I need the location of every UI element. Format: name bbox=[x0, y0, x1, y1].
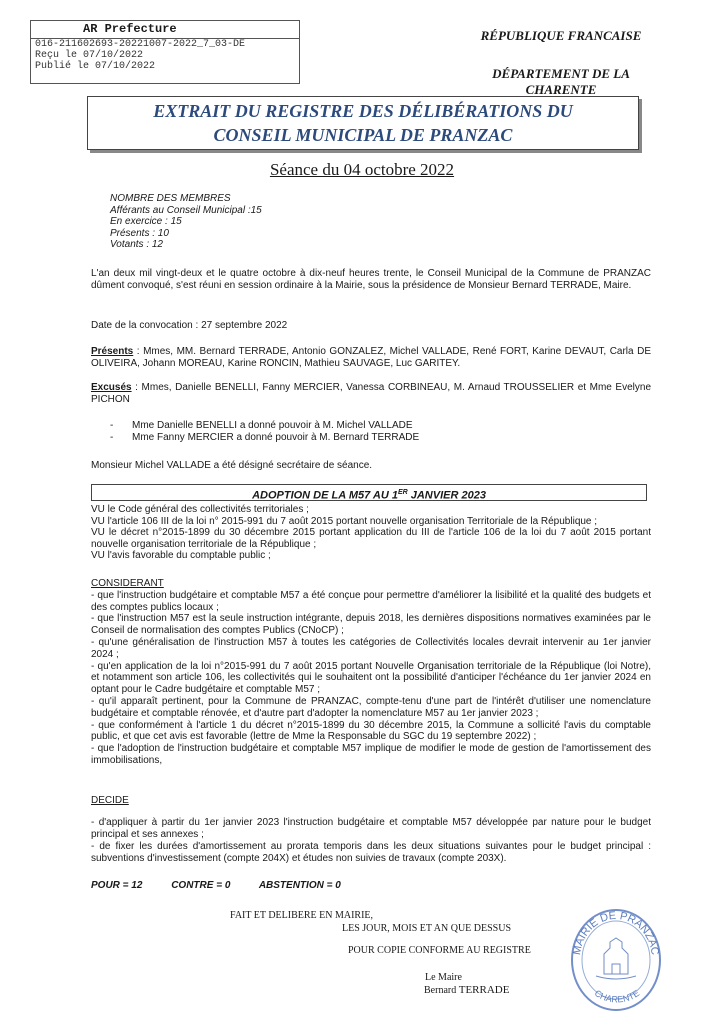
mayor-name bbox=[424, 984, 509, 996]
adoption-title-sup: ER bbox=[397, 489, 408, 496]
vu-list bbox=[91, 504, 651, 562]
mayor-last-name: TERRADE bbox=[458, 984, 510, 996]
considerant-item: - qu'en application de la loi n°2015-991 du 7 août 2015 portant Nouvelle Organisation territoriale de la République (loi Notre), et notamment son article 106, les collectivités qui le souhaitent ont la possibilité d'anticiper l'échéance du 1er janvier 2024 en optant pour le Cadre budgétaire et comptable M57 ; bbox=[91, 660, 651, 696]
vu-item: VU l'avis favorable du comptable public ; bbox=[91, 550, 271, 561]
considerant-item: - que l'adoption de l'instruction budgétaire et comptable M57 implique de modifier le mode de gestion de l'amortissement des immobilisations, bbox=[91, 743, 651, 766]
seal-bottom-text: CHARENTE bbox=[592, 987, 642, 1005]
excuses-label: Excusés bbox=[91, 382, 132, 393]
secretary-line: Monsieur Michel VALLADE a été désigné secrétaire de séance. bbox=[91, 460, 373, 471]
vu-item: VU le décret n°2015-1899 du 30 décembre 2015 portant application du III de l'article 106 de la loi du 7 août 2015 portant nouvelle organisation territoriale de la République ; bbox=[91, 527, 651, 550]
svg-text:CHARENTE bbox=[593, 988, 642, 1005]
considerant-item: - que l'instruction M57 est la seule instruction intégrante, depuis 2018, les dernières dispositions normatives examinées par le Conseil de normalisation des comptes Publics (CNoCP) ; bbox=[91, 613, 651, 637]
considerant-section bbox=[91, 578, 651, 767]
mayor-first-name: Bernard bbox=[424, 985, 457, 996]
considerant-item: - qu'une généralisation de l'instruction M57 à toutes les catégories de Collectivités locales devrait intervenir au 1er janvier 2024 ; bbox=[91, 636, 651, 660]
document-title-line2: CONSEIL MUNICIPAL DE PRANZAC bbox=[213, 125, 513, 145]
presents-label: Présents bbox=[91, 346, 134, 357]
svg-text:MAIRIE DE PRANZAC bbox=[571, 910, 661, 956]
intro-paragraph: L'an deux mil vingt-deux et le quatre octobre à dix-neuf heures trente, le Conseil Municipal de la Commune de PRANZAC dûment convoqué, s'est réuni en session ordinaire à la Mairie, sous la présidence de Monsieur Bernard TERRADE, Maire. bbox=[91, 268, 651, 291]
municipal-seal bbox=[566, 904, 666, 1014]
adoption-title-suffix: JANVIER 2023 bbox=[407, 489, 486, 502]
members-count bbox=[110, 193, 262, 251]
proxy-item: - Mme Danielle BENELLI a donné pouvoir à M. Michel VALLADE bbox=[110, 420, 419, 432]
presents-paragraph bbox=[91, 346, 651, 370]
presents-text: : Mmes, MM. Bernard TERRADE, Antonio GONZALEZ, Michel VALLADE, René FORT, Karine DEVAUT, Carla DE OLIVEIRA, Johann MOREAU, Karine RONCIN, Mathieu SAUVAGE, Luc GARITEY. bbox=[91, 346, 651, 369]
proxy-item: - Mme Fanny MERCIER a donné pouvoir à M. Bernard TERRADE bbox=[110, 432, 419, 444]
session-date bbox=[0, 160, 724, 180]
considerant-item: - que conformément à l'article 1 du décret n°2015-1899 du 30 décembre 2015, la Commune a sollicité l'avis du comptable public, et que cet avis est favorable (lettre de Mme la Responsable du SGC du 19 septembre 2022) ; bbox=[91, 719, 651, 743]
mayor-role: Le Maire bbox=[425, 972, 462, 983]
document-title-line1: EXTRAIT DU REGISTRE DES DÉLIBÉRATIONS DU bbox=[153, 101, 573, 121]
adoption-title: ADOPTION DE LA M57 AU 1 bbox=[252, 489, 398, 502]
convocation-date: Date de la convocation : 27 septembre 2022 bbox=[91, 320, 288, 331]
proxy-list bbox=[110, 420, 419, 444]
considerant-item: - que l'instruction budgétaire et comptable M57 a été conçue pour permettre d'améliorer la lisibilité et la qualité des budgets et des comptes publics locaux ; bbox=[91, 589, 651, 613]
republic-label: RÉPUBLIQUE FRANCAISE bbox=[480, 28, 642, 43]
closing-line3: POUR COPIE CONFORME AU REGISTRE bbox=[348, 945, 531, 956]
stamp-published: Publié le 07/10/2022 bbox=[35, 61, 156, 72]
adoption-title-box bbox=[91, 484, 647, 501]
stamp-header: AR Prefecture bbox=[31, 21, 299, 39]
prefecture-stamp bbox=[30, 20, 300, 84]
members-presents: Présents : 10 bbox=[110, 227, 169, 239]
closing-line1: FAIT ET DELIBERE EN MAIRIE, bbox=[230, 910, 374, 921]
vote-results bbox=[91, 880, 367, 891]
vote-contre: CONTRE = 0 bbox=[171, 880, 231, 891]
session-date-text: Séance du 04 octobre 2022 bbox=[269, 160, 455, 179]
members-exercice: En exercice : 15 bbox=[110, 216, 182, 227]
vu-item: VU l'article 106 III de la loi n° 2015-991 du 7 août 2015 portant nouvelle organisation Territoriale de la République ; bbox=[91, 515, 598, 527]
vu-item: VU le Code général des collectivités territoriales ; bbox=[91, 504, 309, 515]
decide-item: - d'appliquer à partir du 1er janvier 2023 l'instruction budgétaire et comptable M57 développée par nature pour le budget principal et ses annexes ; bbox=[91, 817, 651, 840]
document-title-box bbox=[87, 96, 639, 150]
excuses-paragraph bbox=[91, 382, 651, 406]
excuses-text: : Mmes, Danielle BENELLI, Fanny MERCIER, Vanessa CORBINEAU, M. Arnaud TROUSSELIER et Mme Evelyne PICHON bbox=[91, 382, 651, 405]
members-afferents: Afférants au Conseil Municipal :15 bbox=[110, 204, 262, 216]
decide-item: - de fixer les durées d'amortissement au prorata temporis dans les deux situations suivantes pour le budget principal : subventions d'investissement (compte 204X) et études non suivies de travaux (compte 203X). bbox=[91, 841, 651, 864]
seal-emblem-icon bbox=[596, 938, 636, 979]
seal-top-text: MAIRIE DE PRANZAC bbox=[571, 909, 661, 956]
decide-section bbox=[91, 795, 651, 865]
considerant-item: - qu'il apparaît pertinent, pour la Commune de PRANZAC, compte-tenu d'une part de l'intérêt d'utiliser une nomenclature budgétaire et comptable rénovée, et d'autre part d'adopter la nomenclature M57 au 1er janvier 2023 ; bbox=[91, 695, 651, 719]
stamp-reference: 016-211602693-20221007-2022_7_03-DE bbox=[35, 39, 246, 50]
stamp-received: Reçu le 07/10/2022 bbox=[35, 50, 144, 61]
vote-abstention: ABSTENTION = 0 bbox=[258, 880, 341, 891]
department-label: DÉPARTEMENT DE LA CHARENTE bbox=[492, 66, 630, 97]
considerant-title: CONSIDERANT bbox=[91, 578, 164, 589]
members-heading: NOMBRE DES MEMBRES bbox=[110, 193, 231, 204]
decide-title: DECIDE bbox=[91, 795, 129, 806]
closing-line2: LES JOUR, MOIS ET AN QUE DESSUS bbox=[342, 923, 512, 934]
members-votants: Votants : 12 bbox=[110, 239, 163, 250]
vote-pour: POUR = 12 bbox=[91, 880, 143, 891]
